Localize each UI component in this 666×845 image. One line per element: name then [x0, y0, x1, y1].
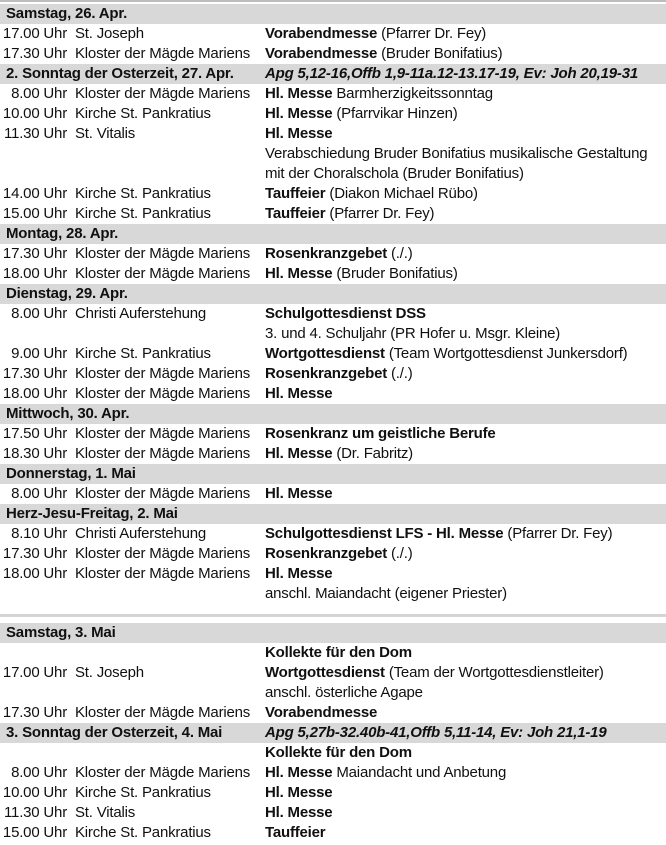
event-time: 17.00 Uhr: [2, 25, 67, 42]
event-text-bold: Schulgottesdienst LFS - Hl. Messe: [265, 525, 504, 542]
schedule-row: [0, 24, 666, 44]
event-location: Kloster der Mägde Mariens: [75, 764, 251, 781]
event-text: mit der Choralschola (Bruder Bonifatius): [265, 165, 524, 182]
day-header: [0, 464, 666, 484]
event-text: (Team Wortgottesdienst Junkersdorf): [384, 345, 628, 362]
event-time: 17.30 Uhr: [2, 245, 67, 262]
schedule-row: [0, 703, 666, 723]
event-description: [265, 84, 666, 104]
event-location: [75, 643, 265, 663]
event-time: 18.00 Uhr: [2, 265, 67, 282]
event-location: [75, 164, 265, 184]
event-time: 8.00 Uhr: [11, 764, 67, 781]
event-description: [265, 244, 666, 264]
event-location: Kloster der Mägde Mariens: [75, 245, 251, 262]
day-title: Samstag, 3. Mai: [6, 624, 116, 641]
event-location: Kirche St. Pankratius: [75, 105, 211, 122]
event-location: [75, 144, 265, 164]
event-time: 17.30 Uhr: [2, 365, 67, 382]
event-time: 18.30 Uhr: [2, 445, 67, 462]
schedule-row: [0, 184, 666, 204]
schedule-row: [0, 643, 666, 663]
schedule-row: [0, 44, 666, 64]
event-location: Christi Auferstehung: [75, 305, 207, 322]
event-text-bold: Tauffeier: [265, 824, 326, 841]
day-header: [0, 4, 666, 24]
schedule-row: [0, 743, 666, 763]
event-text: (Pfarrer Dr. Fey): [503, 525, 613, 542]
day-title: Donnerstag, 1. Mai: [6, 465, 136, 482]
event-text-bold: Hl. Messe: [265, 125, 333, 142]
day-title: Dienstag, 29. Apr.: [6, 285, 128, 302]
event-location: Kirche St. Pankratius: [75, 185, 211, 202]
schedule-row: [0, 484, 666, 504]
event-text-bold: Hl. Messe: [265, 764, 333, 781]
day-header: [0, 224, 666, 244]
schedule-row: [0, 683, 666, 703]
event-location: Kirche St. Pankratius: [75, 784, 211, 801]
event-text: (Pfarrvikar Hinzen): [332, 105, 458, 122]
event-text: (./.): [387, 545, 413, 562]
schedule-row: [0, 304, 666, 324]
event-time: 17.30 Uhr: [2, 704, 67, 721]
event-description: [265, 663, 666, 683]
section-divider-bar: [0, 614, 666, 617]
event-text: (Pfarrer Dr. Fey): [377, 25, 487, 42]
event-text-bold: Rosenkranzgebet: [265, 245, 388, 262]
event-text: (Dr. Fabritz): [332, 445, 413, 462]
event-description: [265, 544, 666, 564]
event-description: [265, 444, 666, 464]
event-time: 8.00 Uhr: [11, 485, 67, 502]
event-text-bold: Hl. Messe: [265, 85, 333, 102]
event-description: [265, 184, 666, 204]
day-header: [0, 284, 666, 304]
event-location: Kirche St. Pankratius: [75, 345, 211, 362]
event-text-bold: Schulgottesdienst DSS: [265, 305, 426, 322]
event-text: anschl. österliche Agape: [265, 684, 423, 701]
event-time: 17.00 Uhr: [2, 664, 67, 681]
event-time: 17.50 Uhr: [2, 425, 67, 442]
event-text: (Pfarrer Dr. Fey): [325, 205, 435, 222]
schedule-row: [0, 803, 666, 823]
event-text: anschl. Maiandacht (eigener Priester): [265, 585, 507, 602]
day-header: [0, 64, 666, 84]
event-location: [75, 324, 265, 344]
day-header: [0, 723, 666, 743]
event-text-bold: Hl. Messe: [265, 445, 333, 462]
event-time: [0, 643, 67, 663]
blank-spacer: [0, 604, 666, 614]
event-description: [265, 204, 666, 224]
event-text-bold: Hl. Messe: [265, 385, 333, 402]
schedule-row: [0, 763, 666, 783]
event-text: (./.): [387, 365, 413, 382]
day-title: Samstag, 26. Apr.: [6, 5, 128, 22]
schedule-row: [0, 444, 666, 464]
top-divider: [0, 0, 666, 2]
schedule-row: [0, 164, 666, 184]
event-time: [0, 683, 67, 703]
day-title: 3. Sonntag der Osterzeit, 4. Mai: [6, 724, 223, 741]
schedule-row: [0, 823, 666, 843]
event-description: [265, 44, 666, 64]
event-time: 10.00 Uhr: [2, 105, 67, 122]
event-location: Kloster der Mägde Mariens: [75, 385, 251, 402]
event-description: [265, 643, 666, 663]
event-location: Kirche St. Pankratius: [75, 824, 211, 841]
schedule-row: [0, 344, 666, 364]
event-description: [265, 364, 666, 384]
event-description: [265, 24, 666, 44]
event-time: [0, 144, 67, 164]
event-text-bold: Kollekte für den Dom: [265, 644, 412, 661]
event-text-bold: Kollekte für den Dom: [265, 744, 412, 761]
event-location: Christi Auferstehung: [75, 525, 207, 542]
event-location: Kloster der Mägde Mariens: [75, 425, 251, 442]
day-title: Herz-Jesu-Freitag, 2. Mai: [6, 505, 178, 522]
day-header: [0, 623, 666, 643]
event-text-bold: Hl. Messe: [265, 565, 333, 582]
schedule-row: [0, 244, 666, 264]
event-location: Kloster der Mägde Mariens: [75, 565, 251, 582]
event-text: (Team der Wortgottesdienstleiter): [384, 664, 604, 681]
event-description: [265, 524, 666, 544]
event-time: 17.30 Uhr: [2, 45, 67, 62]
event-time: 11.30 Uhr: [4, 125, 67, 142]
schedule-row: [0, 524, 666, 544]
schedule-row: [0, 324, 666, 344]
event-description: [265, 584, 666, 604]
event-description: [265, 763, 666, 783]
day-title: Mittwoch, 30. Apr.: [6, 405, 130, 422]
event-description: [265, 124, 666, 144]
event-text-bold: Hl. Messe: [265, 265, 333, 282]
event-location: Kloster der Mägde Mariens: [75, 704, 251, 721]
event-text-bold: Hl. Messe: [265, 105, 333, 122]
event-location: [75, 743, 265, 763]
event-text-bold: Tauffeier: [265, 205, 326, 222]
schedule-row: [0, 364, 666, 384]
event-location: Kloster der Mägde Mariens: [75, 445, 251, 462]
day-scripture-reading: Apg 5,12-16,Offb 1,9-11a.12-13.17-19, Ev: Joh 20,19-31: [265, 65, 639, 82]
event-text-bold: Vorabendmesse: [265, 25, 378, 42]
event-text-bold: Rosenkranz um geistliche Berufe: [265, 425, 496, 442]
event-description: [265, 424, 666, 444]
schedule-row: [0, 144, 666, 164]
schedule-row: [0, 384, 666, 404]
event-location: [75, 584, 265, 604]
event-location: Kloster der Mägde Mariens: [75, 265, 251, 282]
event-time: 10.00 Uhr: [2, 784, 67, 801]
event-location: St. Joseph: [75, 664, 144, 681]
event-description: [265, 743, 666, 763]
event-time: [0, 743, 67, 763]
event-time: 18.00 Uhr: [2, 565, 67, 582]
event-location: [75, 683, 265, 703]
event-description: [265, 783, 666, 803]
event-description: [265, 683, 666, 703]
event-text: Barmherzigkeitssonntag: [332, 85, 493, 102]
event-text: (Diakon Michael Rübo): [325, 185, 478, 202]
event-time: 8.10 Uhr: [11, 525, 67, 542]
event-text: (Bruder Bonifatius): [332, 265, 458, 282]
event-location: Kloster der Mägde Mariens: [75, 545, 251, 562]
event-description: [265, 324, 666, 344]
day-header: [0, 404, 666, 424]
event-text-bold: Tauffeier: [265, 185, 326, 202]
day-scripture-reading: Apg 5,27b-32.40b-41,Offb 5,11-14, Ev: Joh 21,1-19: [265, 724, 607, 741]
event-text: Verabschiedung Bruder Bonifatius musikalische Gestaltung: [265, 145, 648, 162]
event-text-bold: Vorabendmesse: [265, 45, 378, 62]
event-text-bold: Wortgottesdienst: [265, 345, 385, 362]
event-location: Kloster der Mägde Mariens: [75, 85, 251, 102]
event-time: 17.30 Uhr: [2, 545, 67, 562]
schedule-row: [0, 264, 666, 284]
schedule-row: [0, 204, 666, 224]
event-text-bold: Hl. Messe: [265, 804, 333, 821]
schedule-row: [0, 84, 666, 104]
day-title: Montag, 28. Apr.: [6, 225, 119, 242]
event-text: (Bruder Bonifatius): [377, 45, 503, 62]
event-location: St. Vitalis: [75, 125, 136, 142]
schedule-row: [0, 783, 666, 803]
event-location: Kloster der Mägde Mariens: [75, 365, 251, 382]
event-description: [265, 703, 666, 723]
schedule-row: [0, 584, 666, 604]
event-description: [265, 564, 666, 584]
event-description: [265, 264, 666, 284]
event-text-bold: Hl. Messe: [265, 784, 333, 801]
event-time: 11.30 Uhr: [4, 804, 67, 821]
event-description: [265, 304, 666, 324]
event-description: [265, 144, 666, 164]
event-description: [265, 384, 666, 404]
schedule-row: [0, 663, 666, 683]
day-title: 2. Sonntag der Osterzeit, 27. Apr.: [6, 65, 234, 82]
event-text-bold: Rosenkranzgebet: [265, 545, 388, 562]
event-description: [265, 344, 666, 364]
schedule-row: [0, 124, 666, 144]
event-time: 8.00 Uhr: [11, 85, 67, 102]
event-description: [265, 823, 666, 843]
event-time: 8.00 Uhr: [11, 305, 67, 322]
event-text-bold: Rosenkranzgebet: [265, 365, 388, 382]
event-text-bold: Wortgottesdienst: [265, 664, 385, 681]
event-time: 15.00 Uhr: [2, 824, 67, 841]
event-time: 14.00 Uhr: [2, 185, 67, 202]
day-header: [0, 504, 666, 524]
event-location: Kloster der Mägde Mariens: [75, 485, 251, 502]
schedule-row: [0, 424, 666, 444]
event-text: (./.): [387, 245, 413, 262]
event-time: [0, 164, 67, 184]
event-description: [265, 484, 666, 504]
schedule-row: [0, 564, 666, 584]
event-description: [265, 104, 666, 124]
event-time: [0, 584, 67, 604]
event-description: [265, 803, 666, 823]
event-location: St. Vitalis: [75, 804, 136, 821]
schedule-row: [0, 104, 666, 124]
schedule-row: [0, 544, 666, 564]
event-time: [0, 324, 67, 344]
event-location: St. Joseph: [75, 25, 144, 42]
event-time: 9.00 Uhr: [11, 345, 67, 362]
event-description: [265, 164, 666, 184]
event-location: Kloster der Mägde Mariens: [75, 45, 251, 62]
event-text: 3. und 4. Schuljahr (PR Hofer u. Msgr. Kleine): [265, 325, 561, 342]
event-text: Maiandacht und Anbetung: [332, 764, 507, 781]
event-text-bold: Vorabendmesse: [265, 704, 378, 721]
event-time: 15.00 Uhr: [2, 205, 67, 222]
event-text-bold: Hl. Messe: [265, 485, 333, 502]
event-time: 18.00 Uhr: [2, 385, 67, 402]
event-location: Kirche St. Pankratius: [75, 205, 211, 222]
